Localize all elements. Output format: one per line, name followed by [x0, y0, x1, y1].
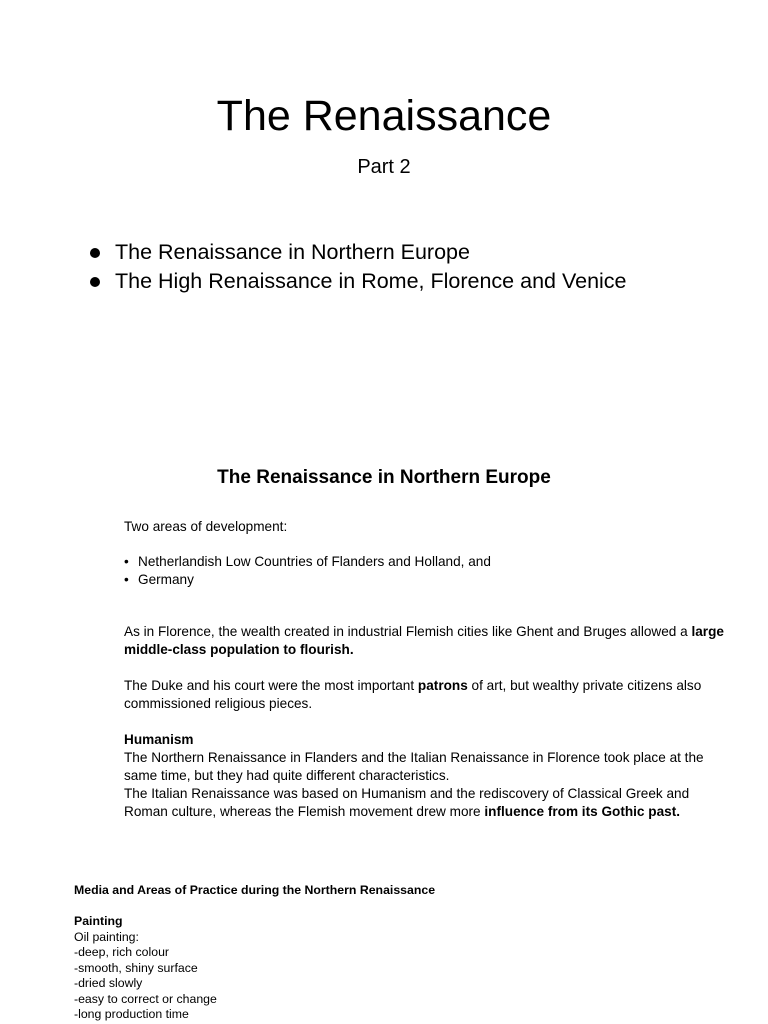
oil-painting-item: -deep, rich colour: [74, 945, 170, 960]
patrons-paragraph: [124, 677, 724, 713]
bullet-dot-icon: [90, 248, 100, 258]
humanism-emphasis: influence from its Gothic past.: [484, 804, 680, 819]
development-area-item: [124, 571, 724, 589]
oil-painting-item: -smooth, shiny surface: [74, 960, 198, 975]
agenda-list: [90, 238, 750, 296]
oil-painting-item: -dried slowly: [74, 976, 143, 991]
wealth-text: As in Florence, the wealth created in industrial Flemish cities like Ghent and Bruges allowed a: [124, 624, 692, 639]
development-area-text: Germany: [138, 572, 194, 587]
patrons-emphasis: patrons: [417, 678, 468, 693]
oil-painting-item: -long production time: [74, 1007, 189, 1022]
agenda-item: [90, 238, 750, 267]
media-heading: Media and Areas of Practice during the Northern Renaissance: [74, 883, 436, 897]
patrons-text-start: The Duke and his court were the most important: [124, 678, 418, 693]
development-area-text: Netherlandish Low Countries of Flanders and Holland, and: [138, 554, 491, 569]
wealth-emphasis: large middle-class population to flourish.: [124, 624, 724, 657]
agenda-item-text: The Renaissance in Northern Europe: [115, 240, 470, 264]
humanism-paragraph: [124, 749, 724, 821]
development-area-item: [124, 553, 724, 571]
agenda-item: [90, 267, 750, 296]
oil-painting-list: [74, 930, 217, 1022]
wealth-paragraph: [124, 623, 724, 659]
section-heading: The Renaissance in Northern Europe: [217, 467, 551, 488]
oil-painting-item: -easy to correct or change: [74, 991, 217, 1006]
patrons-text-end: of art, but wealthy private citizens also commissioned religious pieces.: [124, 678, 702, 711]
humanism-heading: Humanism: [124, 732, 194, 747]
document-title: The Renaissance: [216, 92, 552, 140]
humanism-text-1: The Northern Renaissance in Flanders and the Italian Renaissance in Florence took place at the same time, but they had quite different characteristics.: [124, 750, 704, 783]
bullet-icon: •: [124, 572, 129, 587]
development-intro: Two areas of development:: [124, 519, 288, 534]
document-subtitle: Part 2: [357, 156, 411, 178]
development-areas-list: [124, 553, 724, 589]
agenda-item-text: The High Renaissance in Rome, Florence and Venice: [115, 269, 627, 293]
bullet-dot-icon: [90, 277, 100, 287]
oil-painting-item: Oil painting:: [74, 930, 139, 944]
bullet-icon: •: [124, 554, 129, 569]
painting-heading: Painting: [74, 914, 123, 928]
humanism-text-2: The Italian Renaissance was based on Humanism and the rediscovery of Classical Greek and Roman culture, whereas the Flemish movement drew more: [124, 786, 690, 819]
